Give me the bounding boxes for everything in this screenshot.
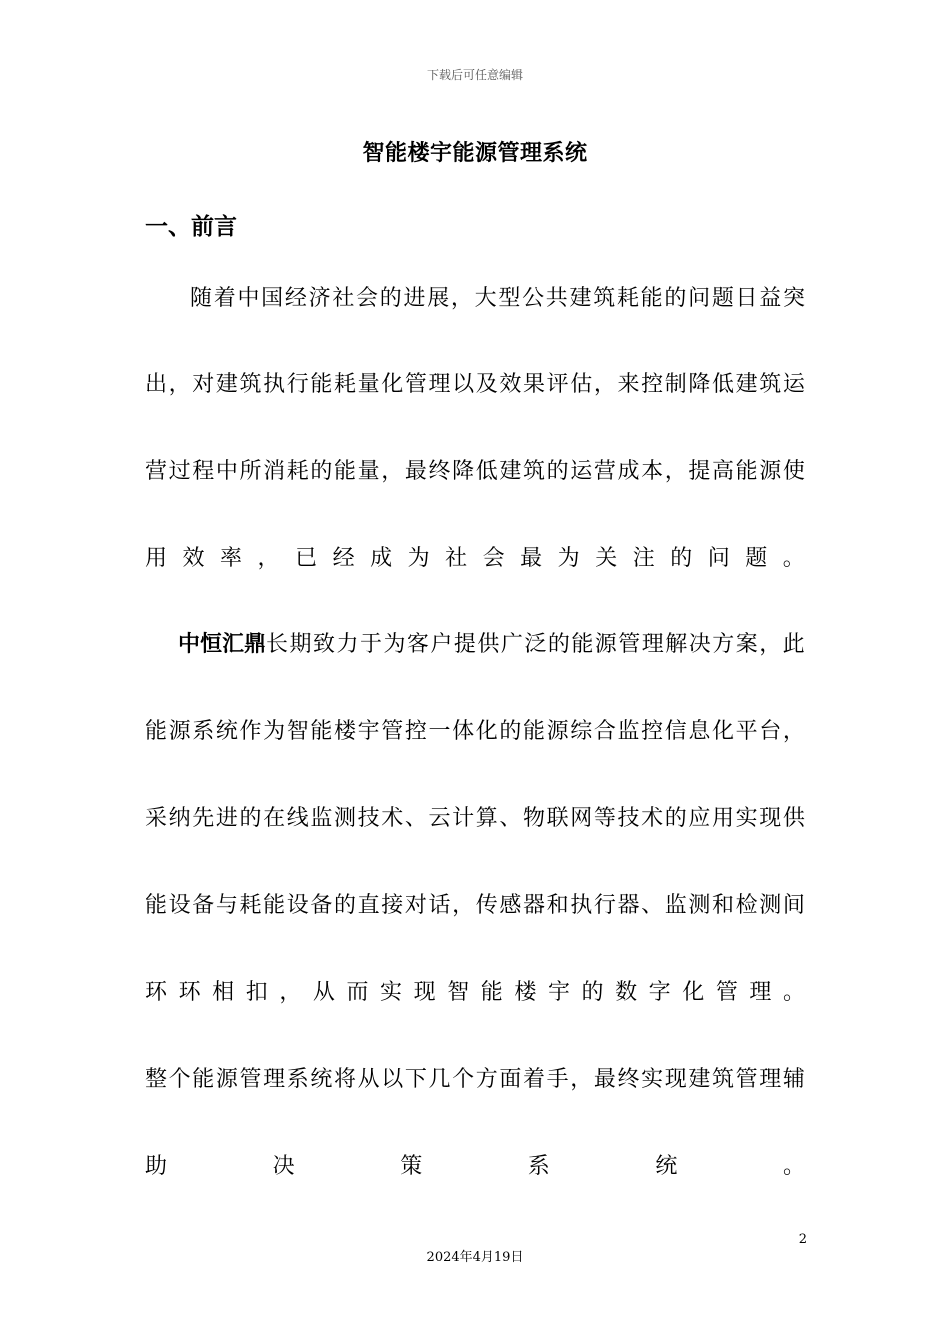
paragraph-2-line-2: 能 源 系 统 作 为 智 能 楼 宇 管 控 一 体 化 的 能 源 综 合 监 控 信 息 化 平 台 ， bbox=[145, 719, 805, 744]
footer-date: 2024年4月19日 bbox=[426, 1250, 524, 1265]
paragraph-2-line-3: 采 纳 先 进 的 在 线 监 测 技 术 、 云 计 算 、 物 联 网 等 技 术 的 应 用 实 现 供 bbox=[145, 806, 805, 831]
paragraph-1-line-2: 出 ， 对 建 筑 执 行 能 耗 量 化 管 理 以 及 效 果 评 估 ， 来 控 制 降 低 建 筑 运 bbox=[145, 372, 805, 397]
paragraph-2-line-1-rest: 长 期 致 力 于 为 客 户 提 供 广 泛 的 能 源 管 理 解 决 方 案 ， 此 bbox=[266, 632, 805, 657]
paragraph-2-line-5: 环 环 相 扣 ， 从 而 实 现 智 能 楼 宇 的 数 字 化 管 理 。 bbox=[145, 980, 805, 1005]
document-title: 智能楼宇能源管理系统 bbox=[362, 141, 588, 166]
paragraph-2-line-4: 能 设 备 与 耗 能 设 备 的 直 接 对 话 ， 传 感 器 和 执 行 器 、 监 测 和 检 测 间 bbox=[145, 893, 805, 918]
paragraph-2-line-6: 整 个 能 源 管 理 系 统 将 从 以 下 几 个 方 面 着 手 ， 最 终 实 现 建 筑 管 理 辅 bbox=[145, 1067, 805, 1092]
paragraph-1-line-4: 用 效 率 ， 已 经 成 为 社 会 最 为 关 注 的 问 题 。 bbox=[145, 546, 805, 571]
paragraph-1-line-3: 营 过 程 中 所 消 耗 的 能 量 ， 最 终 降 低 建 筑 的 运 营 成 本 ， 提 高 能 源 使 bbox=[145, 459, 805, 484]
paragraph-1-line-1: 随 着 中 国 经 济 社 会 的 进 展 ， 大 型 公 共 建 筑 耗 能 的 问 题 日 益 突 bbox=[190, 286, 805, 311]
brand-name: 中恒汇鼎 bbox=[178, 632, 267, 657]
page-number: 2 bbox=[798, 1232, 807, 1247]
section-heading: 一、前言 bbox=[145, 214, 237, 240]
paragraph-2-line-7: 助 决 策 系 统 。 bbox=[145, 1154, 805, 1179]
paragraph-2-line-1 bbox=[145, 630, 805, 660]
header-note: 下载后可任意编辑 bbox=[426, 68, 523, 82]
